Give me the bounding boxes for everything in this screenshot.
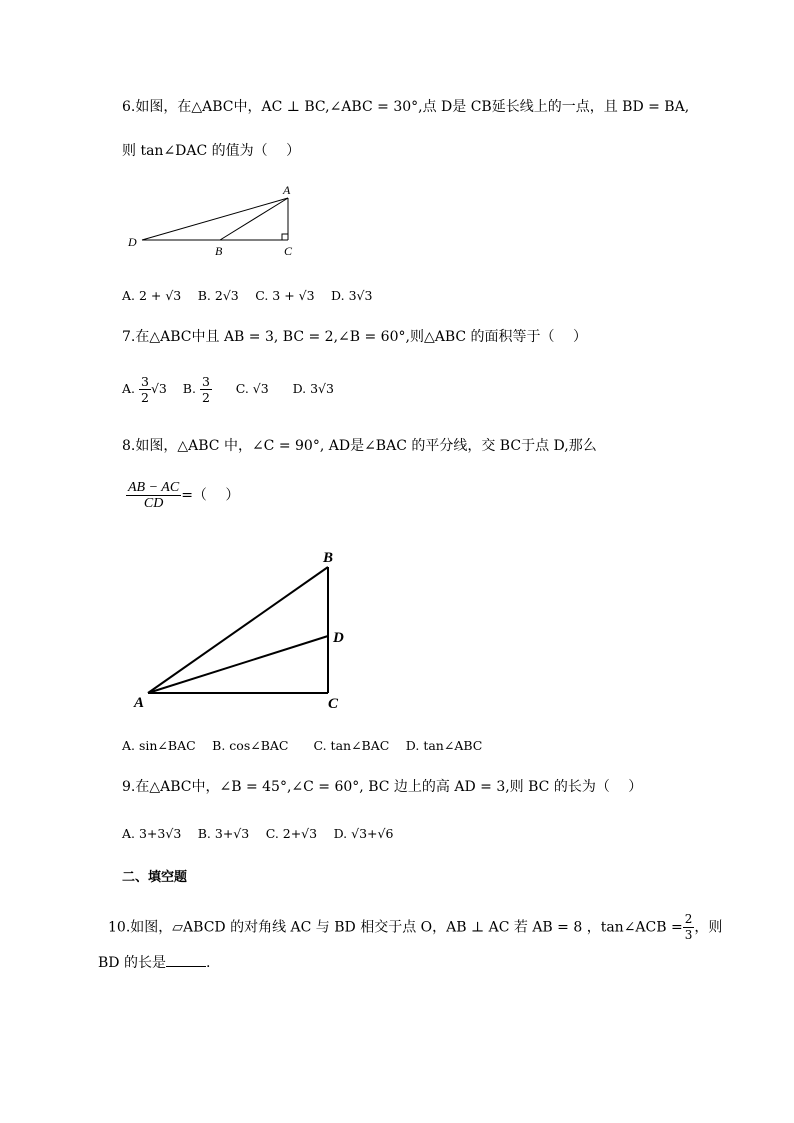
q6-right-angle-mark — [282, 234, 288, 240]
q7-opt-d: D. 3√3 — [292, 381, 334, 396]
q7-opt-a-fraction: $\frac{3}{2}$ — [141, 374, 149, 405]
q7-stem: 7.在△ABC中且 AB = 3, BC = 2,∠B = 60°,则△ABC 的面积等于（ ） — [122, 329, 587, 345]
q8-label-A: A — [134, 695, 145, 711]
q10-stem-pre: 10.如图，▱ABCD 的对角线 AC 与 BD 相交于点 O，AB ⊥ AC 若 AB = 8 ，tan∠ACB = — [108, 919, 683, 936]
q6-stem-line1: 6.如图，在△ABC中，AC ⊥ BC,∠ABC = 30°,点 D是 CB延长线上的一点，且 BD = BA, — [122, 99, 690, 115]
q10-stem-post: ，则 — [694, 919, 723, 936]
q6-line-BA — [220, 198, 288, 240]
q6-label-A: A — [283, 183, 291, 197]
q8-label-D: D — [333, 630, 344, 646]
q7-options — [122, 374, 334, 405]
q10-answer-blank[interactable] — [166, 954, 206, 967]
q7-opt-b-prefix: B. — [182, 381, 196, 396]
q9-stem: 9.在△ABC中，∠B = 45°,∠C = 60°, BC 边上的高 AD = 3,则 BC 的长为（ ） — [122, 779, 643, 795]
q6-label-B: B — [215, 244, 223, 258]
q8-fraction-tail: =（ ） — [181, 487, 240, 504]
q10-stem-line2 — [98, 954, 210, 972]
q6-label-D: D — [128, 235, 137, 249]
q8-figure — [130, 545, 360, 715]
q8-options: A. sin∠BAC B. cos∠BAC C. tan∠BAC D. tan∠ABC — [122, 738, 483, 753]
q8-label-C: C — [328, 696, 339, 712]
q6-figure — [120, 180, 310, 260]
q7-opt-a-prefix: A. — [122, 381, 136, 396]
q8-line-AD — [148, 636, 328, 693]
q10-line2-text: BD 的长是 — [98, 955, 166, 971]
q10-fraction: $\frac{2}{3}$ — [684, 912, 693, 942]
q10-line2-end: . — [205, 955, 211, 971]
q6-options: A. 2 + √3 B. 2√3 C. 3 + √3 D. 3√3 — [122, 288, 373, 303]
q6-label-C: C — [284, 244, 293, 258]
q6-stem-line2: 则 tan∠DAC 的值为（ ） — [122, 143, 301, 159]
q8-line-AB — [148, 567, 328, 693]
q7-opt-b-fraction: $\frac{3}{2}$ — [201, 374, 210, 405]
section-title: 二、填空题 — [122, 870, 188, 885]
q6-line-DA — [142, 198, 288, 240]
q7-opt-c: C. √3 — [235, 381, 269, 396]
q7-opt-a-suffix: √3 — [150, 381, 167, 396]
q8-fraction: $\frac{AB - AC}{CD}$ — [128, 480, 180, 511]
q10-stem-line1 — [108, 912, 722, 943]
q8-stem: 8.如图，△ABC 中，∠C = 90°, AD是∠BAC 的平分线，交 BC于点 D,那么 — [122, 438, 597, 454]
q9-options: A. 3+3√3 B. 3+√3 C. 2+√3 D. √3+√6 — [122, 826, 394, 841]
q8-label-B: B — [323, 550, 334, 566]
q8-fraction-line — [126, 480, 239, 511]
